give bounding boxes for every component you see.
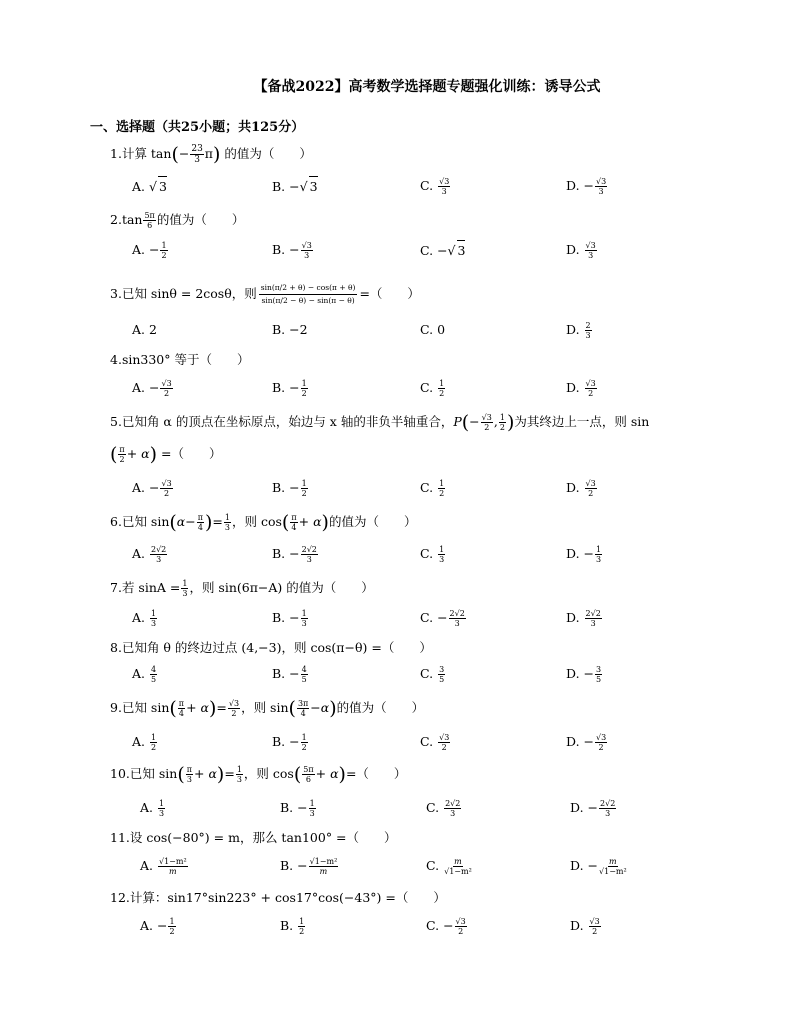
q5-option-b[interactable]: B. − $\frac{1}{2}$ <box>272 479 307 498</box>
q12-option-b[interactable]: B. $\frac{1}{2}$ <box>280 917 305 936</box>
q8-option-d[interactable]: D. − $\frac{3}{5}$ <box>566 665 602 684</box>
q5-option-d[interactable]: D. $\frac{√3}{2}$ <box>566 479 596 498</box>
question-2: 2.tan $\frac{5\pi}{6}$ 的值为（ ） <box>110 211 245 230</box>
q7-option-c[interactable]: C. − $\frac{2√2}{3}$ <box>420 609 465 628</box>
q4-option-d[interactable]: D. $\frac{√3}{2}$ <box>566 379 596 398</box>
question-10: 10.已知 sin( $\frac{\pi}{3}$ + α)= $\frac{1}{3}$ ，则 cos( $\frac{5\pi}{6}$ + α)=（ ） <box>110 763 407 786</box>
q9-option-d[interactable]: D. − $\frac{√3}{2}$ <box>566 733 607 752</box>
question-1: 1.计算 tan(− $\frac{23}{3}$ π) 的值为（ ） <box>110 143 312 166</box>
question-5: 5.已知角 α 的顶点在坐标原点，始边与 x 轴的非负半轴重合，P(− $\frac{√3}{2}$ , $\frac{1}{2}$ )为其终边上一点，则 sin <box>110 411 650 434</box>
q2-option-b[interactable]: B. − $\frac{√3}{3}$ <box>272 241 312 260</box>
q7-option-a[interactable]: A. $\frac{1}{3}$ <box>132 609 157 628</box>
question-11: 11.设 cos(−80°) = m，那么 tan100° =（ ） <box>110 830 397 845</box>
q9-option-a[interactable]: A. $\frac{1}{2}$ <box>132 733 157 752</box>
q5-option-c[interactable]: C. $\frac{1}{2}$ <box>420 479 445 498</box>
q6-option-b[interactable]: B. − $\frac{2√2}{3}$ <box>272 545 317 564</box>
question-9: 9.已知 sin( $\frac{\pi}{4}$ + α)= $\frac{√3}{2}$ ，则 sin( $\frac{3\pi}{4}$ −α)的值为（ ） <box>110 697 425 720</box>
q7-option-d[interactable]: D. $\frac{2√2}{3}$ <box>566 609 601 628</box>
question-12: 12.计算：sin17°sin223° + cos17°cos(−43°) =（ ） <box>110 890 446 905</box>
q3-option-a[interactable]: A. 2 <box>132 322 157 337</box>
section-heading: 一、选择题（共25小题；共125分） <box>90 120 305 135</box>
question-6: 6.已知 sin(α− $\frac{\pi}{4}$ )= $\frac{1}{3}$ ，则 cos( $\frac{\pi}{4}$ + α)的值为（ ） <box>110 511 417 534</box>
question-3: 3.已知 sinθ = 2cosθ，则 $\frac{\sin(\pi/2 + \theta) - \cos(\pi + \theta)}{\sin(\pi/2 - \theta) - \sin(\pi - \theta)}$ =（ ） <box>110 283 420 305</box>
q1-option-a[interactable]: A. √ 3 <box>132 176 167 197</box>
q2-option-d[interactable]: D. $\frac{√3}{3}$ <box>566 241 596 260</box>
q11-option-c[interactable]: C. $\frac{m}{\text{√1−m²}}$ <box>426 857 472 876</box>
q5-option-a[interactable]: A. − $\frac{√3}{2}$ <box>132 479 172 498</box>
q12-option-c[interactable]: C. − $\frac{√3}{2}$ <box>426 917 466 936</box>
q1-option-d[interactable]: D. − $\frac{√3}{3}$ <box>566 177 607 196</box>
q4-option-b[interactable]: B. − $\frac{1}{2}$ <box>272 379 307 398</box>
q10-option-b[interactable]: B. − $\frac{1}{3}$ <box>280 799 315 818</box>
q6-option-d[interactable]: D. − $\frac{1}{3}$ <box>566 545 602 564</box>
q11-option-d[interactable]: D. − $\frac{m}{\text{√1−m²}}$ <box>570 857 627 876</box>
q10-option-d[interactable]: D. − $\frac{2√2}{3}$ <box>570 799 616 818</box>
q8-option-c[interactable]: C. $\frac{3}{5}$ <box>420 665 445 684</box>
q6-option-a[interactable]: A. $\frac{2√2}{3}$ <box>132 545 167 564</box>
q12-option-d[interactable]: D. $\frac{√3}{2}$ <box>570 917 600 936</box>
q4-option-c[interactable]: C. $\frac{1}{2}$ <box>420 379 445 398</box>
q6-option-c[interactable]: C. $\frac{1}{3}$ <box>420 545 445 564</box>
q12-option-a[interactable]: A. − $\frac{1}{2}$ <box>140 917 175 936</box>
q1-option-b[interactable]: B. −√ 3 <box>272 176 318 197</box>
q2-option-a[interactable]: A. − $\frac{1}{2}$ <box>132 241 167 260</box>
q2-option-c[interactable]: C. −√ 3 <box>420 240 465 261</box>
q8-option-a[interactable]: A. $\frac{4}{5}$ <box>132 665 157 684</box>
q10-option-c[interactable]: C. $\frac{2√2}{3}$ <box>426 799 461 818</box>
q10-option-a[interactable]: A. $\frac{1}{3}$ <box>140 799 165 818</box>
question-5-line2: ( $\frac{\pi}{2}$ + α) =（ ） <box>110 443 222 466</box>
q1-option-c[interactable]: C. $\frac{√3}{3}$ <box>420 177 450 196</box>
page-title: 【备战2022】高考数学选择题专题强化训练：诱导公式 <box>253 79 601 95</box>
q3-option-b[interactable]: B. −2 <box>272 322 308 337</box>
q4-option-a[interactable]: A. − $\frac{√3}{2}$ <box>132 379 172 398</box>
q3-option-d[interactable]: D. $\frac{2}{3}$ <box>566 321 591 340</box>
q8-option-b[interactable]: B. − $\frac{4}{5}$ <box>272 665 307 684</box>
q3-option-c[interactable]: C. 0 <box>420 322 446 337</box>
q7-option-b[interactable]: B. − $\frac{1}{3}$ <box>272 609 307 628</box>
q11-option-a[interactable]: A. $\frac{\text{√1−m²}}{m}$ <box>140 857 187 876</box>
q11-option-b[interactable]: B. − $\frac{\text{√1−m²}}{m}$ <box>280 857 338 876</box>
question-4: 4.sin330° 等于（ ） <box>110 352 250 367</box>
q9-option-c[interactable]: C. $\frac{√3}{2}$ <box>420 733 450 752</box>
q9-option-b[interactable]: B. − $\frac{1}{2}$ <box>272 733 307 752</box>
question-7: 7.若 sinA = $\frac{1}{3}$ ，则 sin(6π−A) 的值为（ ） <box>110 579 374 598</box>
question-8: 8.已知角 θ 的终边过点 (4,−3)，则 cos(π−θ) =（ ） <box>110 640 432 655</box>
